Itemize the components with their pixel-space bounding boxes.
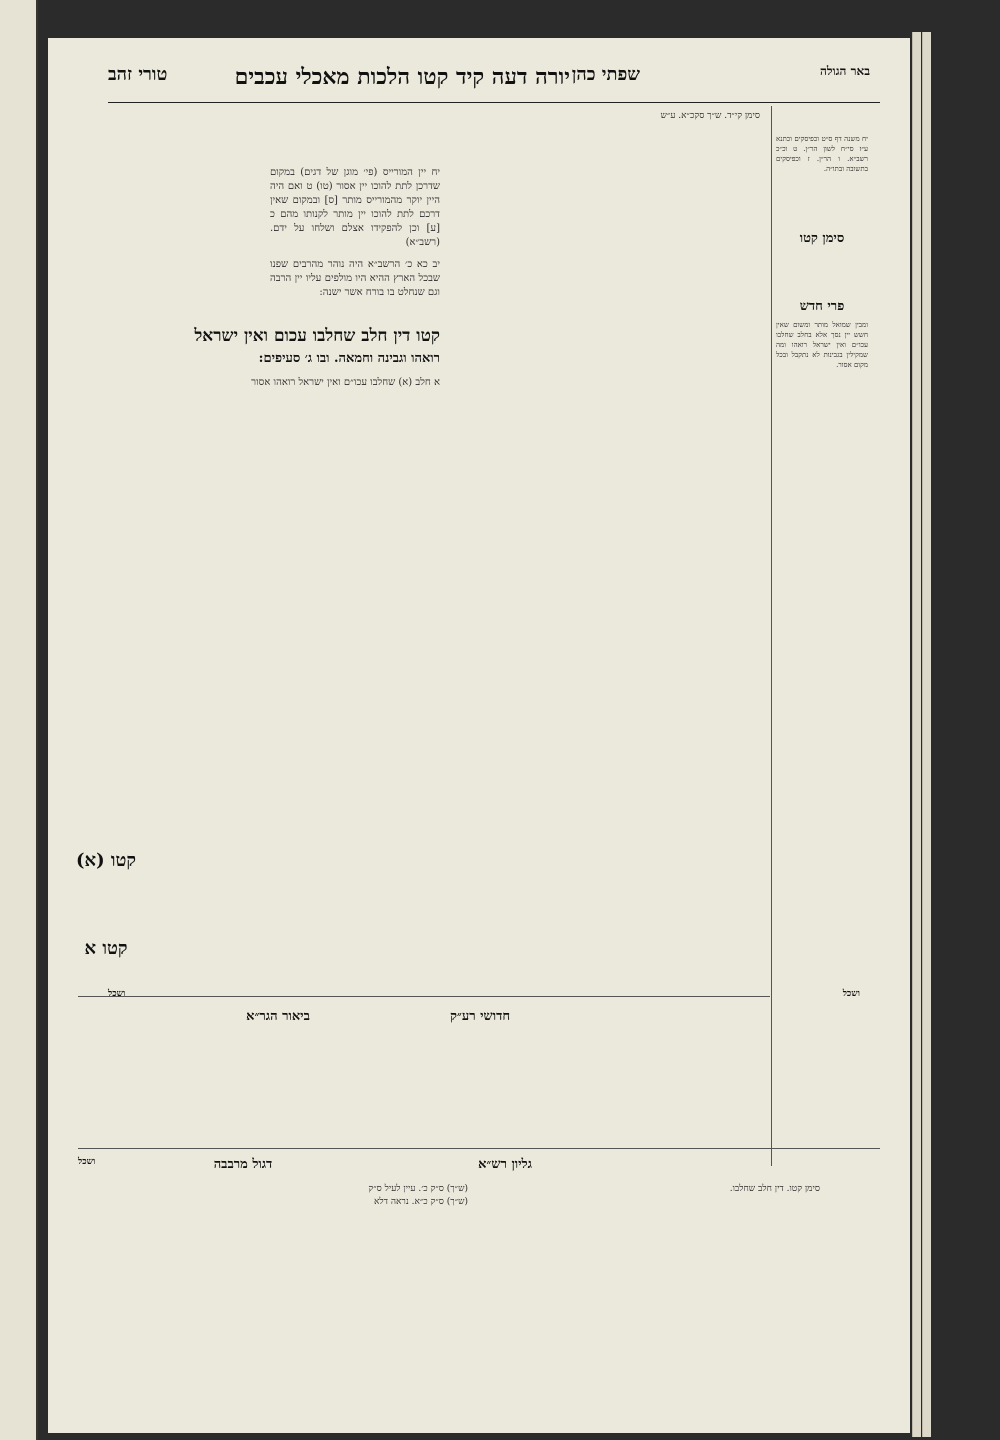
page-title: יורה דעה קיד קטו הלכות מאכלי עכבים: [234, 64, 570, 90]
siman-title-1: קטו דין חלב שחלבו עכום ואין ישראל: [194, 326, 440, 346]
page-edge: [912, 32, 921, 1437]
shach-mark: ושכל: [842, 989, 860, 999]
gilyon-text: [520, 1183, 820, 1196]
dagul-heading: דגול מרבבה: [213, 1157, 273, 1172]
gilyon-sample: סימן קטו. דין חלב שחלבו.: [729, 1184, 820, 1194]
page-header: [108, 58, 870, 98]
shach-header: שפתי כהן: [571, 64, 640, 85]
beer-hagolah-notes: [776, 134, 868, 174]
dagul-mark: ושכל: [78, 1157, 96, 1167]
seif-a: א חלב (א) שחלבו עכו״ם ואין ישראל רואהו אסור: [251, 377, 440, 388]
dagul-line-2: (ש״ך) ס״ק כ״א. נראה דלא: [374, 1197, 468, 1207]
dagul-line-1: (ש״ך) ס״ק כ׳. עיין לעיל ס״ק: [368, 1184, 468, 1194]
shach-col-text: [460, 110, 760, 123]
section-rule: [78, 1148, 880, 1149]
beer-hagolah-label: באר הגולה: [819, 64, 870, 78]
seif-yb: יב כא כ׳ הרשב״א היה נוהר מהרבים שפנו שבכל הארץ ההיא היו מולפים עליו יין הרבה וגם שנחלט בו בורח אשר ישנה:: [270, 259, 440, 298]
side-note-text: יח משנה דף ס״ט וכפיסקים וכתנא ע״ז סי״ח לשון הר״ן. ט וכ״כ רשב״א. ו הר״ן. ז וכפיסקים בתשובה ובתו״ה.: [776, 135, 868, 173]
header-rule: [108, 102, 880, 103]
pri-chadash-body: ומבין שמואל מותר ומשום שאין חשש יין נסך אלא בחלב שחלבו עכו״ם ואין ישראל רואהו ומה שמקילין בגבינות לא נתקבל ובכל מקום אסור.: [776, 321, 868, 369]
column-divider: [771, 106, 772, 1166]
dagul-text: [88, 1183, 468, 1209]
siman-title-2: רואהו וגבינה וחמאה. ובו ג׳ סעיפים:: [258, 351, 440, 366]
pri-chadash-heading: פרי חדש: [799, 299, 845, 314]
gra-mark: ושכל: [108, 989, 126, 999]
section-rule: [78, 996, 770, 997]
gilyon-heading: גליון רש״א: [478, 1157, 532, 1172]
kitve-label-2: קטו א: [84, 938, 128, 959]
shach-sample-line: סימן קי״ד. ש״ך סקכ״א. ע״ש: [660, 111, 760, 121]
biur-heading: ביאור הגר״א: [246, 1009, 310, 1024]
chidushei-heading: חדושי רע״ק: [449, 1009, 511, 1024]
siman-heading: סימן קטו: [799, 231, 845, 246]
taz-header: טורי זהב: [108, 64, 168, 85]
document-page: [48, 38, 910, 1433]
left-page-edge: [0, 0, 38, 1440]
seif-yach: יח יין המורייס (פי׳ מוגן של דגים) במקום שדרכן לתת להוכו יין אסור (טו) ט ואם היה היין יוקר מהמורייס מותר [ס] ובמקום שאין דרכם לתת להוכו יין מותר לקנותו מהם כ [ע] וכן להפקידו אצלם ושלחו על ידם. (רשב״א): [270, 167, 440, 248]
pri-chadash-text: [776, 320, 868, 1170]
kitve-label: קטו (א): [76, 850, 136, 871]
page-edge: [922, 32, 931, 1437]
